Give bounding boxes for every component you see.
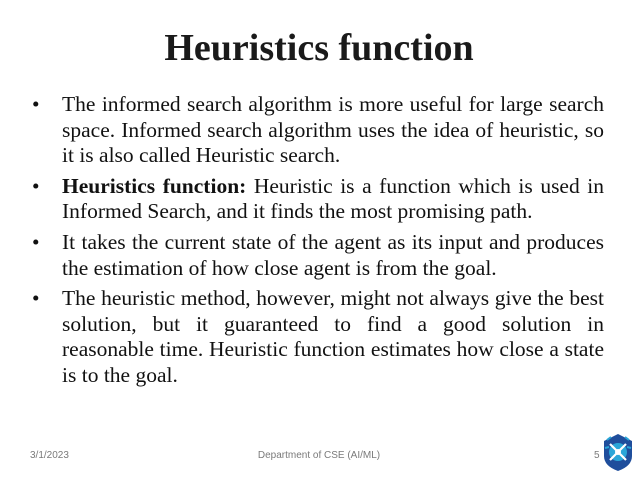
bullet-icon: • [32,173,40,198]
footer-page-number: 5 [594,450,600,461]
bullet-icon: • [32,286,40,311]
bullet-icon: • [32,229,40,254]
bullet-lead: Heuristics function: [62,173,247,198]
bullet-item [32,286,604,388]
bullet-item [32,174,604,225]
bullet-text: Heuristic is a function which is used in Informed Search, and it finds the most promising path. [62,173,604,224]
bullet-list [32,92,604,394]
bullet-icon: • [32,92,40,116]
bullet-item [32,92,604,169]
slide-title: Heuristics function [164,27,474,69]
bullet-text: The informed search algorithm is more useful for large search space. Informed search algorithm uses the idea of heuristic, so it is also called Heuristic search. [62,92,604,168]
footer-department: Department of CSE (AI/ML) [257,450,381,461]
bullet-text: It takes the current state of the agent as its input and produces the estimation of how close agent is from the goal. [62,229,604,280]
bullet-item [32,230,604,281]
footer-date: 3/1/2023 [30,450,69,461]
institution-logo-icon [601,432,635,472]
bullet-text: The heuristic method, however, might not always give the best solution, but it guaranteed to find a good solution in reasonable time. Heuristic function estimates how close a state is to the goal. [62,286,604,387]
